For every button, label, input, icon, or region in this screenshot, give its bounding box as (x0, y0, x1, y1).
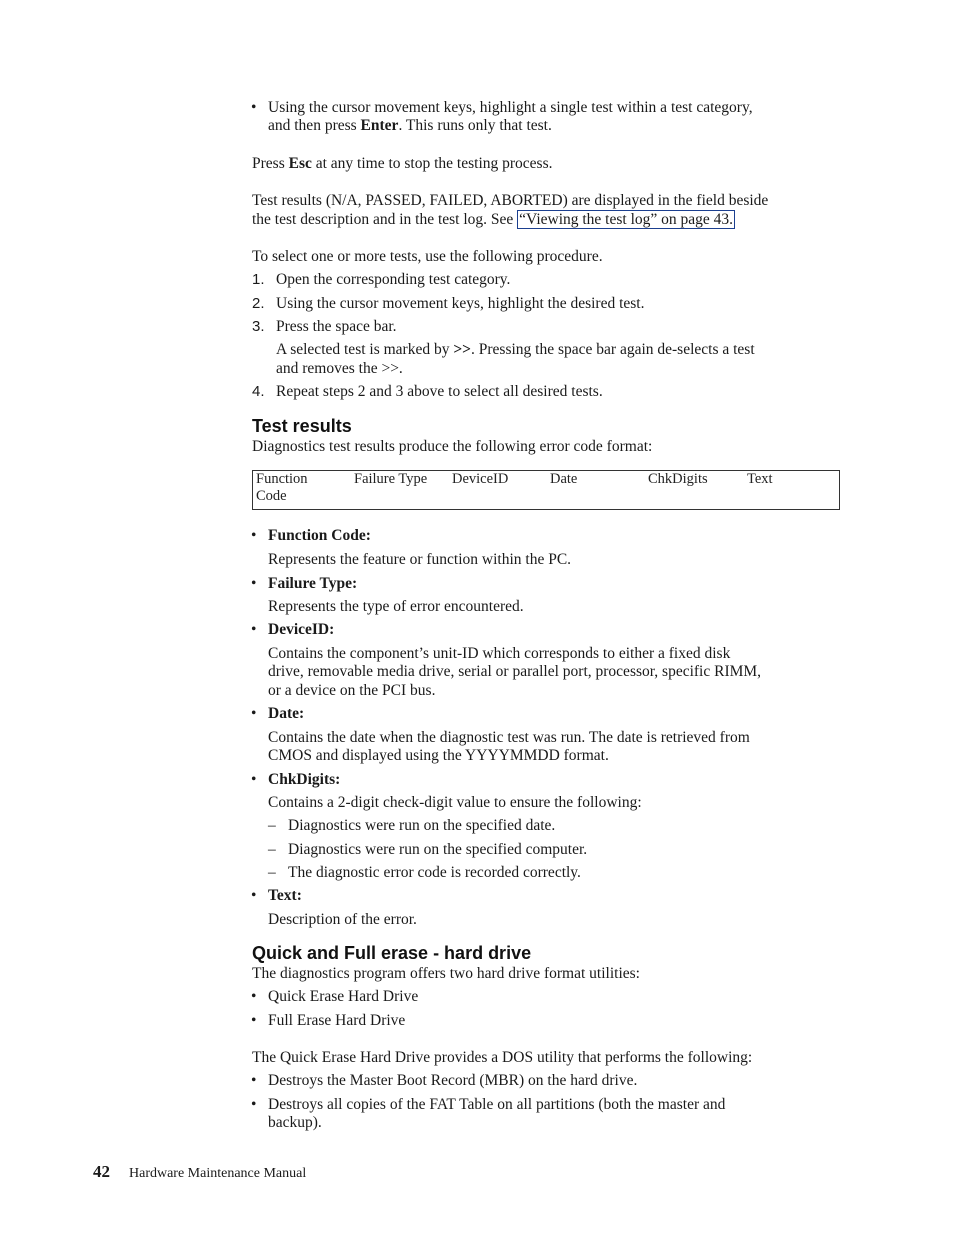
field-label-function-code: Function Code: (268, 527, 371, 544)
viewing-test-log-link[interactable]: “Viewing the test log” on page 43. (519, 211, 734, 228)
table-header-failure-type: Failure Type (354, 471, 428, 487)
table-header-function-code: Function Code (256, 471, 308, 504)
step-text: Repeat steps 2 and 3 above to select all desired tests. (276, 383, 603, 400)
table-header-deviceid: DeviceID (452, 471, 509, 487)
utility-item: Full Erase Hard Drive (268, 1012, 406, 1029)
step-text: Press the space bar. (276, 318, 397, 335)
bullet-glyph: • (251, 1072, 257, 1089)
test-results-intro: Diagnostics test results produce the following error code format: (252, 438, 653, 455)
bullet-glyph: • (251, 887, 257, 904)
field-label-text: Text: (268, 887, 302, 904)
press-esc-paragraph: Press Esc at any time to stop the testing process. (252, 155, 553, 172)
step-number: 4. (252, 383, 265, 400)
section-heading-erase: Quick and Full erase - hard drive (252, 943, 532, 963)
quick-erase-item: Destroys all copies of the FAT Table on all partitions (both the master and (268, 1096, 726, 1113)
field-desc: Represents the type of error encountered. (268, 598, 524, 615)
dash-glyph: – (268, 841, 276, 858)
field-desc: CMOS and displayed using the YYYYMMDD format. (268, 747, 609, 764)
bullet-glyph: • (251, 988, 257, 1005)
error-code-format-table (252, 470, 840, 510)
section-heading-test-results: Test results (252, 416, 352, 436)
field-label-date: Date: (268, 705, 305, 722)
test-results-paragraph-line2: the test description and in the test log. See “Viewing the test log” on page 43. (252, 211, 734, 228)
step-text: Open the corresponding test category. (276, 271, 511, 288)
field-label-failure-type: Failure Type: (268, 575, 358, 592)
bullet-glyph: • (251, 99, 257, 116)
utility-item: Quick Erase Hard Drive (268, 988, 419, 1005)
quick-erase-item-cont: backup). (268, 1114, 322, 1131)
field-label-deviceid: DeviceID: (268, 621, 335, 638)
bullet-glyph: • (251, 771, 257, 788)
intro-bullet-line2: and then press Enter. This runs only that test. (268, 117, 552, 134)
procedure-intro: To select one or more tests, use the following procedure. (252, 248, 603, 265)
bullet-glyph: • (251, 1096, 257, 1113)
chkdigits-subitem: Diagnostics were run on the specified date. (288, 817, 556, 834)
dash-glyph: – (268, 817, 276, 834)
test-results-paragraph-line1: Test results (N/A, PASSED, FAILED, ABORTED) are displayed in the field beside (252, 192, 769, 209)
chkdigits-subitem: Diagnostics were run on the specified computer. (288, 841, 588, 858)
chkdigits-subitem: The diagnostic error code is recorded correctly. (288, 864, 581, 881)
field-desc: Contains the date when the diagnostic test was run. The date is retrieved from (268, 729, 750, 746)
bullet-glyph: • (251, 527, 257, 544)
erase-intro: The diagnostics program offers two hard drive format utilities: (252, 965, 640, 982)
field-desc: Contains a 2-digit check-digit value to ensure the following: (268, 794, 642, 811)
page-number: 42 (93, 1162, 110, 1181)
bullet-glyph: • (251, 621, 257, 638)
step3-note-line1: A selected test is marked by >>. Pressing the space bar again de-selects a test (276, 341, 755, 358)
field-desc: Contains the component’s unit-ID which corresponds to either a fixed disk (268, 645, 731, 662)
quick-erase-intro: The Quick Erase Hard Drive provides a DOS utility that performs the following: (252, 1049, 753, 1066)
enter-key-label: Enter (360, 117, 399, 134)
table-header-chkdigits: ChkDigits (648, 471, 708, 487)
step-number: 3. (252, 318, 265, 335)
step-text: Using the cursor movement keys, highlight the desired test. (276, 295, 645, 312)
step-number: 1. (252, 271, 265, 288)
bullet-glyph: • (251, 1012, 257, 1029)
step3-note-line2: and removes the >>. (276, 360, 403, 377)
field-desc: drive, removable media drive, serial or parallel port, processor, specific RIMM, (268, 663, 762, 680)
esc-key-label: Esc (288, 155, 312, 172)
step-number: 2. (252, 295, 265, 312)
table-header-date: Date (550, 471, 578, 487)
bullet-glyph: • (251, 705, 257, 722)
field-desc: Represents the feature or function within the PC. (268, 551, 572, 568)
table-header-text: Text (747, 471, 773, 487)
field-label-chkdigits: ChkDigits: (268, 771, 341, 788)
footer-title: Hardware Maintenance Manual (129, 1166, 307, 1181)
bullet-glyph: • (251, 575, 257, 592)
dash-glyph: – (268, 864, 276, 881)
field-desc: Description of the error. (268, 911, 417, 928)
quick-erase-item: Destroys the Master Boot Record (MBR) on the hard drive. (268, 1072, 638, 1089)
intro-bullet-line1: Using the cursor movement keys, highlight a single test within a test category, (268, 99, 753, 116)
field-desc: or a device on the PCI bus. (268, 682, 436, 699)
